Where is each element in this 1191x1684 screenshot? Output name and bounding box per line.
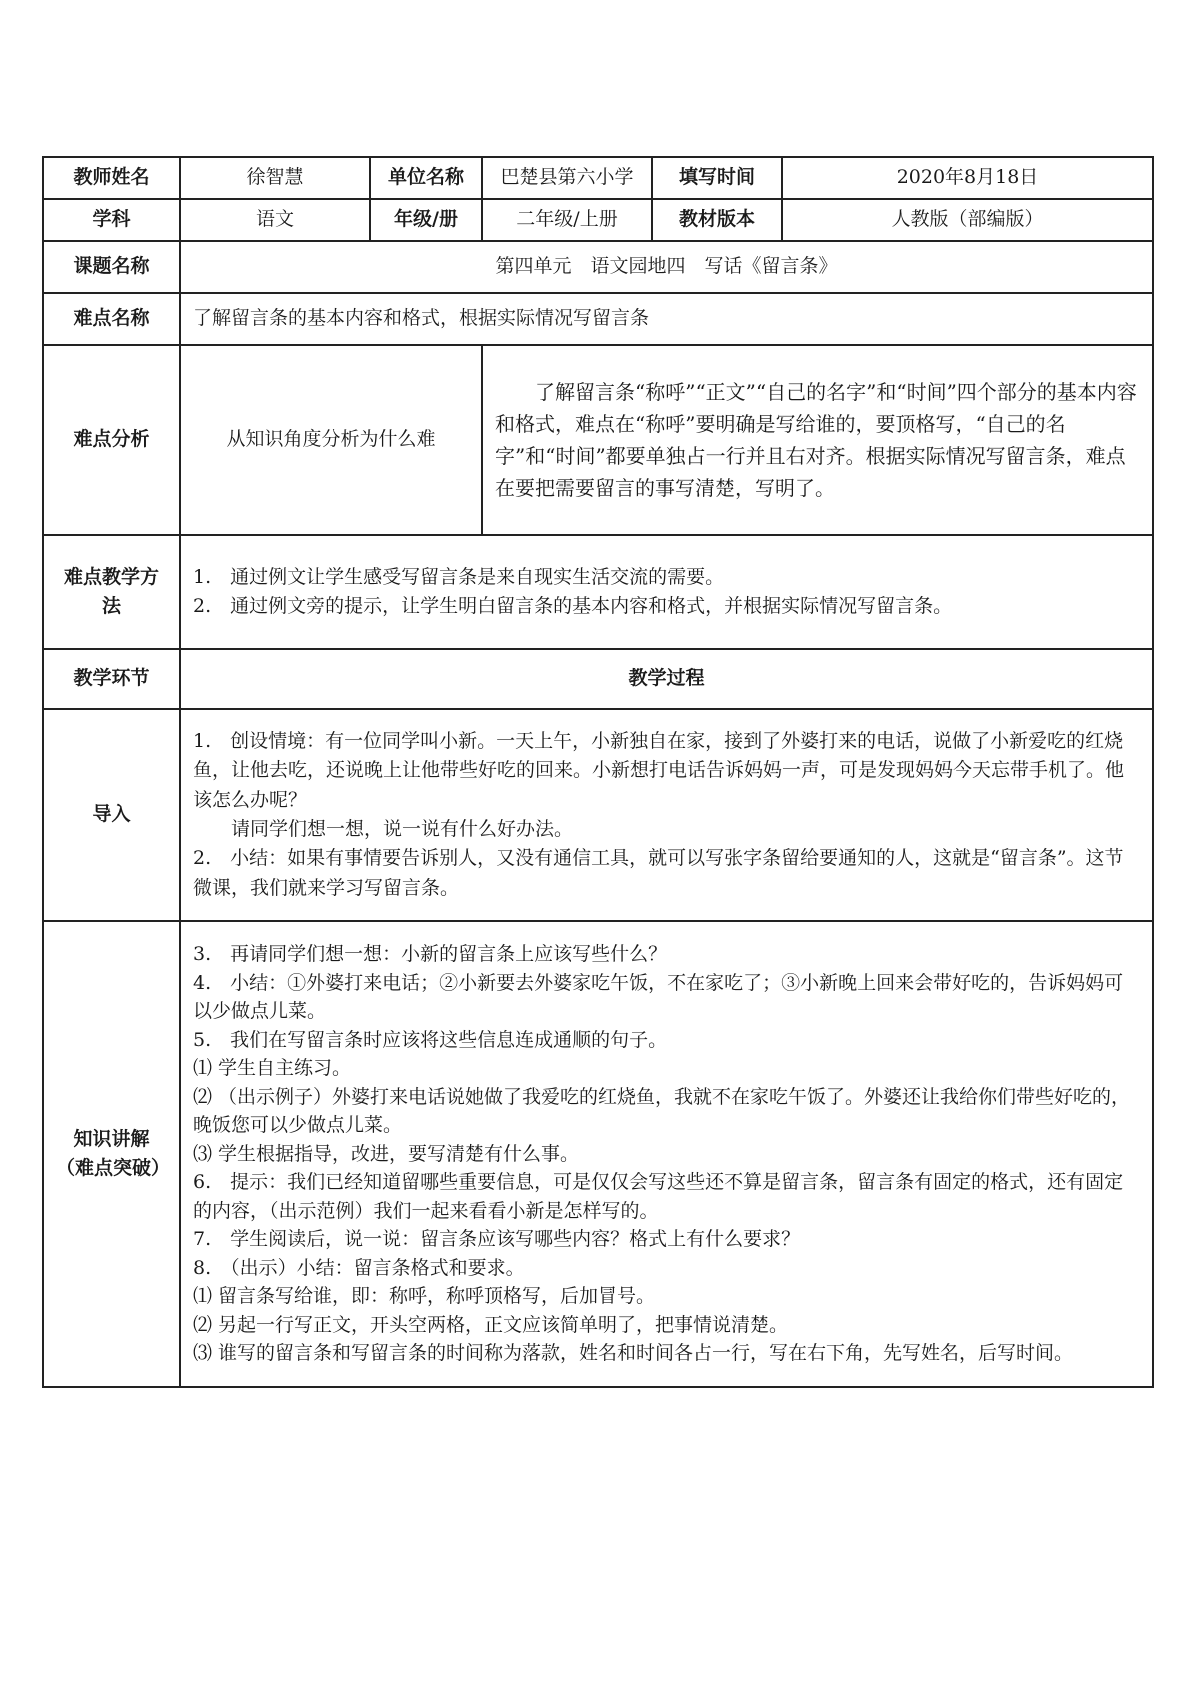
subject-label: 学科	[43, 199, 180, 241]
unit-label: 单位名称	[370, 157, 482, 199]
difficulty-row	[43, 293, 1153, 345]
knowledge-line: ⑴ 学生自主练习。	[193, 1057, 352, 1080]
knowledge-line: 3. 再请同学们想一想：小新的留言条上应该写些什么？	[193, 943, 668, 966]
intro-label: 导入	[43, 709, 180, 921]
stage-header: 教学环节	[43, 649, 180, 709]
method-cell	[180, 535, 1153, 649]
edition-value: 人教版（部编版）	[782, 199, 1153, 241]
knowledge-line: 5. 我们在写留言条时应该将这些信息连成通顺的句子。	[193, 1028, 668, 1051]
knowledge-row	[43, 921, 1153, 1387]
intro-row	[43, 709, 1153, 921]
intro-line: 1. 创设情境：有一位同学叫小新。一天上午，小新独自在家，接到了外婆打来的电话，说做了小新爱吃的红烧鱼，让他去吃，还说晚上让他带些好吃的回来。小新想打电话告诉妈妈一声，可是发现妈妈今天忘带手机了。他该怎么办呢？	[193, 729, 1125, 811]
analysis-sub-label: 从知识角度分析为什么难	[180, 345, 482, 535]
subject-value: 语文	[180, 199, 370, 241]
method-label: 难点教学方法	[43, 535, 180, 649]
grade-value: 二年级/上册	[482, 199, 652, 241]
header-row-1	[43, 157, 1153, 199]
analysis-label: 难点分析	[43, 345, 180, 535]
knowledge-line: 4. 小结：①外婆打来电话；②小新要去外婆家吃午饭，不在家吃了；③小新晚上回来会带好吃的，告诉妈妈可以少做点儿菜。	[193, 971, 1124, 1023]
analysis-row	[43, 345, 1153, 535]
method-row	[43, 535, 1153, 649]
analysis-text: 了解留言条“称呼”“正文”“自己的名字”和“时间”四个部分的基本内容和格式，难点在“称呼”要明确是写给谁的，要顶格写，“自己的名字”和“时间”都要单独占一行并且右对齐。根据实际情况写留言条，难点在要把需要留言的事写清楚，写明了。	[495, 380, 1137, 500]
edition-label: 教材版本	[652, 199, 782, 241]
grade-label: 年级/册	[370, 199, 482, 241]
intro-cell	[180, 709, 1153, 921]
teacher-label: 教师姓名	[43, 157, 180, 199]
header-row-2	[43, 199, 1153, 241]
teacher-value: 徐智慧	[180, 157, 370, 199]
date-value: 2020年8月18日	[782, 157, 1153, 199]
intro-line: 2. 小结：如果有事情要告诉别人，又没有通信工具，就可以写张字条留给要通知的人，这就是“留言条”。这节微课，我们就来学习写留言条。	[193, 847, 1124, 899]
knowledge-label-line2: （难点突破）	[56, 1157, 171, 1179]
knowledge-line: 8. （出示）小结：留言条格式和要求。	[193, 1256, 525, 1279]
unit-value: 巴楚县第六小学	[482, 157, 652, 199]
knowledge-line: ⑶ 学生根据指导，改进，要写清楚有什么事。	[193, 1142, 580, 1165]
knowledge-cell	[180, 921, 1153, 1387]
knowledge-line: 7. 学生阅读后，说一说：留言条应该写哪些内容？格式上有什么要求？	[193, 1228, 801, 1251]
knowledge-line: ⑵ （出示例子）外婆打来电话说她做了我爱吃的红烧鱼，我就不在家吃午饭了。外婆还让我给你们带些好吃的，晚饭您可以少做点儿菜。	[193, 1085, 1131, 1137]
topic-value: 第四单元 语文园地四 写话《留言条》	[180, 241, 1153, 293]
topic-row	[43, 241, 1153, 293]
difficulty-label: 难点名称	[43, 293, 180, 345]
topic-label: 课题名称	[43, 241, 180, 293]
knowledge-label	[43, 921, 180, 1387]
knowledge-line: 6. 提示：我们已经知道留哪些重要信息，可是仅仅会写这些还不算是留言条，留言条有固定的格式，还有固定的内容，（出示范例）我们一起来看看小新是怎样写的。	[193, 1171, 1124, 1222]
process-header-row	[43, 649, 1153, 709]
intro-line: 请同学们想一想，说一说有什么好办法。	[231, 818, 574, 840]
analysis-text-cell	[482, 345, 1153, 535]
knowledge-line: ⑵ 另起一行写正文，开头空两格，正文应该简单明了，把事情说清楚。	[193, 1313, 789, 1336]
knowledge-label-line1: 知识讲解	[73, 1127, 150, 1150]
method-item: 1. 通过例文让学生感受写留言条是来自现实生活交流的需要。	[193, 565, 725, 588]
difficulty-value: 了解留言条的基本内容和格式，根据实际情况写留言条	[180, 293, 1153, 345]
lesson-plan-table	[42, 156, 1154, 1388]
method-item: 2. 通过例文旁的提示，让学生明白留言条的基本内容和格式，并根据实际情况写留言条。	[193, 595, 953, 617]
knowledge-line: ⑶ 谁写的留言条和写留言条的时间称为落款，姓名和时间各占一行，写在右下角，先写姓名，后写时间。	[193, 1342, 1074, 1365]
process-header: 教学过程	[180, 649, 1153, 709]
knowledge-line: ⑴ 留言条写给谁，即：称呼，称呼顶格写，后加冒号。	[193, 1285, 656, 1308]
date-label: 填写时间	[652, 157, 782, 199]
